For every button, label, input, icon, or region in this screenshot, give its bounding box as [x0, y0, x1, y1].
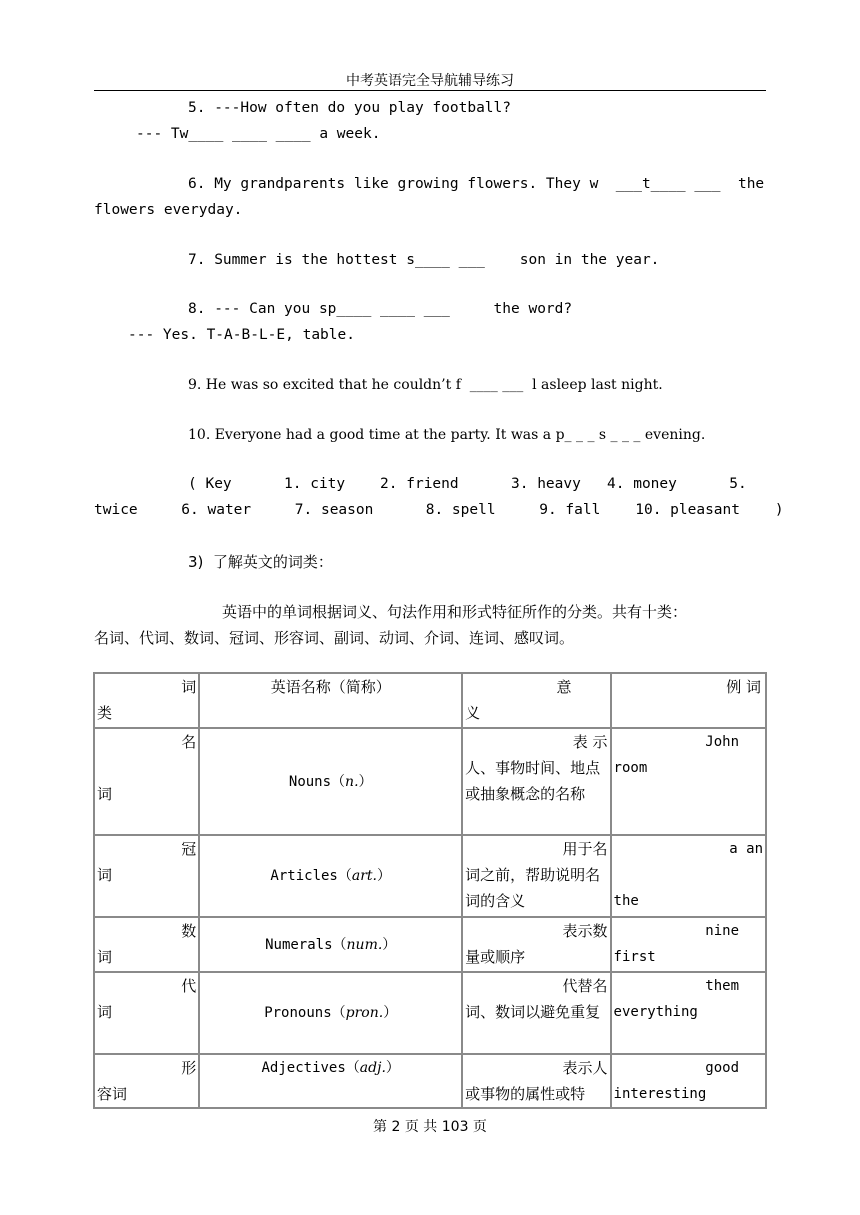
exercise-5-answer: --- Tw____ ____ ____ a week. [136, 126, 381, 142]
exercise-6-line-2: flowers everyday. [94, 202, 243, 218]
row-meaning: 表示人 或事物的属性或特 [462, 1054, 610, 1108]
header-example: 例 词 [611, 673, 766, 728]
row-meaning: 代替名 词、数词以避免重复 [462, 972, 610, 1054]
table-row [94, 728, 766, 835]
row-meaning: 表 示 人、事物时间、地点或抽象概念的名称 [462, 728, 610, 835]
row-english-name: Articles（art.） [199, 835, 462, 917]
row-word-class: 形 容词 [94, 1054, 199, 1108]
section-intro-line-1: 英语中的单词根据词义、句法作用和形式特征所作的分类。共有十类： [222, 603, 688, 621]
row-meaning: 表示数 量或顺序 [462, 917, 610, 972]
row-example: nine first [611, 917, 766, 972]
row-english-name: Adjectives（adj.） [199, 1054, 462, 1108]
exercise-8-question: 8. --- Can you sp____ ____ ___ the word? [188, 301, 573, 317]
word-class-table [93, 672, 767, 1109]
table-row [94, 972, 766, 1054]
row-example: John room [611, 728, 766, 835]
exercise-10: 10. Everyone had a good time at the party. It was a p_ _ _ s _ _ _ evening. [188, 427, 706, 443]
row-example: good interesting [611, 1054, 766, 1108]
table-row [94, 1054, 766, 1108]
row-word-class: 名 词 [94, 728, 199, 835]
row-english-name: Numerals（num.） [199, 917, 462, 972]
table-row [94, 917, 766, 972]
row-meaning: 用于名 词之前，帮助说明名词的含义 [462, 835, 610, 917]
row-english-name: Nouns（n.） [199, 728, 462, 835]
row-english-name: Pronouns（pron.） [199, 972, 462, 1054]
section-heading: 3) 了解英文的词类： [188, 553, 333, 571]
row-example: a an the [611, 835, 766, 917]
header-word-class: 词 类 [94, 673, 199, 728]
table-row [94, 835, 766, 917]
page-footer: 第 2 页 共 103 页 [373, 1119, 487, 1135]
row-example: them everything [611, 972, 766, 1054]
exercise-8-answer: --- Yes. T-A-B-L-E, table. [128, 327, 355, 343]
exercise-9: 9. He was so excited that he couldn’t f ____ ___ l asleep last night. [188, 377, 663, 393]
row-word-class: 冠 词 [94, 835, 199, 917]
answer-key-line-1: ( Key 1. city 2. friend 3. heavy 4. money 5. [188, 476, 747, 492]
exercise-5-question: 5. ---How often do you play football? [188, 100, 512, 116]
header-meaning: 意 义 [462, 673, 610, 728]
header-english-name: 英语名称（简称） [199, 673, 462, 728]
row-word-class: 数 词 [94, 917, 199, 972]
running-header: 中考英语完全导航辅导练习 [346, 73, 514, 89]
section-intro-line-2: 名词、代词、数词、冠词、形容词、副词、动词、介词、连词、感叹词。 [94, 629, 575, 647]
header-divider [94, 90, 766, 91]
exercise-7: 7. Summer is the hottest s____ ___ son in the year. [188, 252, 660, 268]
table-header-row [94, 673, 766, 728]
exercise-6-line-1: 6. My grandparents like growing flowers. They w ___t____ ___ the [188, 176, 765, 192]
row-word-class: 代 词 [94, 972, 199, 1054]
answer-key-line-2: twice 6. water 7. season 8. spell 9. fall 10. pleasant ) [94, 502, 784, 518]
